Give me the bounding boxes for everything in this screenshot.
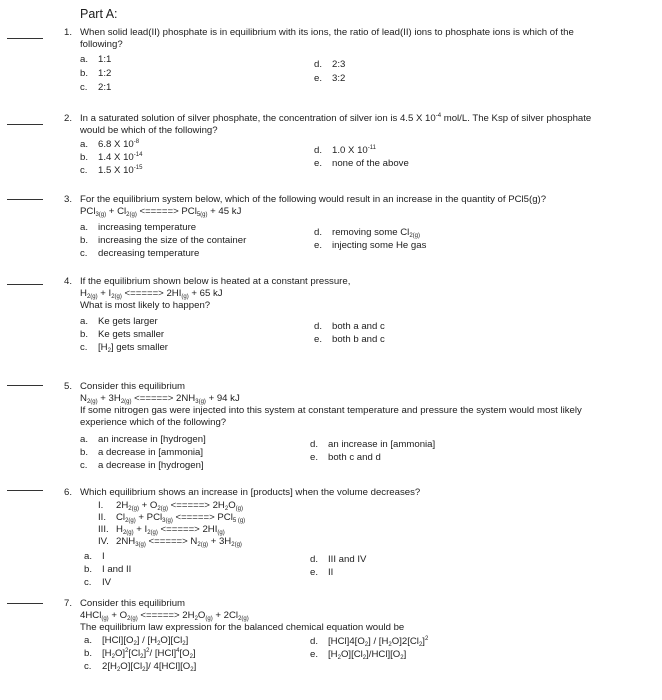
option-c[interactable]: c. $2[H_2O][Cl_2]/$ $4[HCl][O_2]$ — [84, 661, 197, 673]
question-number: 1. — [64, 27, 73, 38]
option-d[interactable]: d. $[HCl]4[O_2] / [H_2O]2[Cl_2]^2$ — [310, 636, 429, 648]
option-d[interactable]: d. 1.0 X $10^{-11}$ — [314, 145, 376, 156]
answer-blank[interactable] — [7, 603, 43, 604]
question-number: 7. — [64, 598, 73, 609]
question-number: 3. — [64, 194, 73, 205]
option-c[interactable]: c. decreasing temperature — [80, 248, 200, 259]
question-number: 5. — [64, 381, 73, 392]
equation: $H_{2(g)} + I_{2(g)}$ <=====> $2HI_{(g)} + 65$ kJ — [80, 288, 223, 300]
reaction-list — [98, 500, 245, 548]
option-a[interactable]: a. I — [84, 551, 105, 562]
option-b[interactable]: b. 1.4 X $10^{-14}$ — [80, 152, 143, 163]
option-a[interactable]: a. increasing temperature — [80, 222, 197, 233]
option-e[interactable]: e. injecting some He gas — [314, 240, 427, 251]
option-e[interactable]: e. both c and d — [310, 452, 381, 463]
answer-blank[interactable] — [7, 385, 43, 386]
question-stem: If the equilibrium shown below is heated at a constant pressure, $H_{2(g)} + I_{2(g)}$ <=====> $2HI_{(g)} + 65$ kJ What is most likely to happen? — [80, 276, 351, 311]
option-a[interactable]: a. Ke gets larger — [80, 316, 158, 327]
option-e[interactable]: e. 3:2 — [314, 73, 346, 84]
option-d[interactable]: d. an increase in [ammonia] — [310, 439, 436, 450]
option-a[interactable]: a. an increase in [hydrogen] — [80, 434, 206, 445]
option-c[interactable]: c. 2:1 — [80, 82, 112, 93]
answer-blank[interactable] — [7, 199, 43, 200]
answer-blank[interactable] — [7, 490, 43, 491]
option-c[interactable]: c. IV — [84, 577, 112, 588]
answer-blank[interactable] — [7, 284, 43, 285]
option-b[interactable]: b. $[H_2O]^2[Cl_2]^2/$ $[HCl]^4[O_2]$ — [84, 648, 196, 660]
option-a[interactable]: a. $[HCl][O_2] / [H_2O][Cl_2]$ — [84, 635, 189, 647]
option-c[interactable]: c. 1.5 X $10^{-15}$ — [80, 165, 143, 176]
reaction-item: I. $2H_{2(g)} + O_{2(g)}$ <=====> $2H_2O_{(g)}$ — [98, 500, 243, 512]
option-a[interactable]: a. 1:1 — [80, 54, 112, 65]
answer-blank[interactable] — [7, 124, 43, 125]
question-number: 4. — [64, 276, 73, 287]
question-number: 6. — [64, 487, 73, 498]
option-c[interactable]: c. a decrease in [hydrogen] — [80, 460, 204, 471]
option-b[interactable]: b. 1:2 — [80, 68, 112, 79]
equation: $N_{2(g)} + 3H_{2(g)}$ <=====> $2NH_{3(g)} + 94$ kJ — [80, 393, 240, 405]
option-d[interactable]: d. 2:3 — [314, 59, 346, 70]
option-a[interactable]: a. 6.8 X $10^{-8}$ — [80, 139, 140, 150]
option-b[interactable]: b. Ke gets smaller — [80, 329, 165, 340]
reaction-item: IV. $2NH_{3(g)}$ <=====> $N_{2(g)} + 3H_{2(g)}$ — [98, 536, 242, 548]
equation: $4HCl_{(g)} + O_{2(g)}$ <=====> $2H_2O_{(g)} + 2Cl_{2(g)}$ — [80, 610, 249, 622]
option-d[interactable]: d. III and IV — [310, 554, 367, 565]
option-d[interactable]: d. both a and c — [314, 321, 385, 332]
question-number: 2. — [64, 113, 73, 124]
question-stem: For the equilibrium system below, which of the following would result in an increase in the quantity of PCl5(g)? $PCl_{3(g)} + Cl_{2(g)}$ <=====> PCl$_{5(g)}$ + 45 kJ — [80, 194, 547, 218]
option-b[interactable]: b. increasing the size of the container — [80, 235, 247, 246]
option-d[interactable]: d. removing some $Cl_{2(g)}$ — [314, 227, 420, 239]
option-c[interactable]: c. $[H_2]$ gets smaller — [80, 342, 168, 354]
question-stem: Consider this equilibrium $4HCl_{(g)} + O_{2(g)}$ <=====> $2H_2O_{(g)} + 2Cl_{2(g)}$ The equilibrium law expression for the balanced chemical equation would be — [80, 598, 405, 633]
option-e[interactable]: e. II — [310, 567, 334, 578]
option-b[interactable]: b. I and II — [84, 564, 132, 575]
option-e[interactable]: e. both b and c — [314, 334, 385, 345]
reaction-item: II. $Cl_{2(g)} + PCl_{3(g)}$ <=====> PCl$_{5 (g)}$ — [98, 512, 246, 524]
equation: $PCl_{3(g)} + Cl_{2(g)}$ <=====> PCl$_{5(g)}$ + 45 kJ — [80, 206, 242, 218]
option-e[interactable]: e. none of the above — [314, 158, 409, 169]
question-stem: In a saturated solution of silver phosphate, the concentration of silver ion is 4.5 X $10^{-4}$ mol/L. The Ksp of silver phosphate would be which of the following? — [80, 113, 592, 136]
reaction-item: III. $H_{2(g)} + I_{2(g)}$ <=====> $2HI_{(g)}$ — [98, 524, 225, 536]
question-stem: Which equilibrium shows an increase in [products] when the volume decreases? — [80, 487, 421, 498]
option-b[interactable]: b. a decrease in [ammonia] — [80, 447, 204, 458]
option-e[interactable]: e. $[H_2O][Cl_2]/HCl][O_2]$ — [310, 649, 407, 661]
question-stem: When solid lead(II) phosphate is in equilibrium with its ions, the ratio of lead(II) ions to phosphate ions is which of the following? — [80, 27, 574, 50]
question-stem: Consider this equilibrium $N_{2(g)} + 3H_{2(g)}$ <=====> $2NH_{3(g)} + 94$ kJ If some nitrogen gas were injected into this system at constant temperature and pressure the system would most likely experience which of the following? — [80, 381, 582, 428]
part-title: Part A: — [80, 7, 118, 21]
answer-blank[interactable] — [7, 38, 43, 39]
